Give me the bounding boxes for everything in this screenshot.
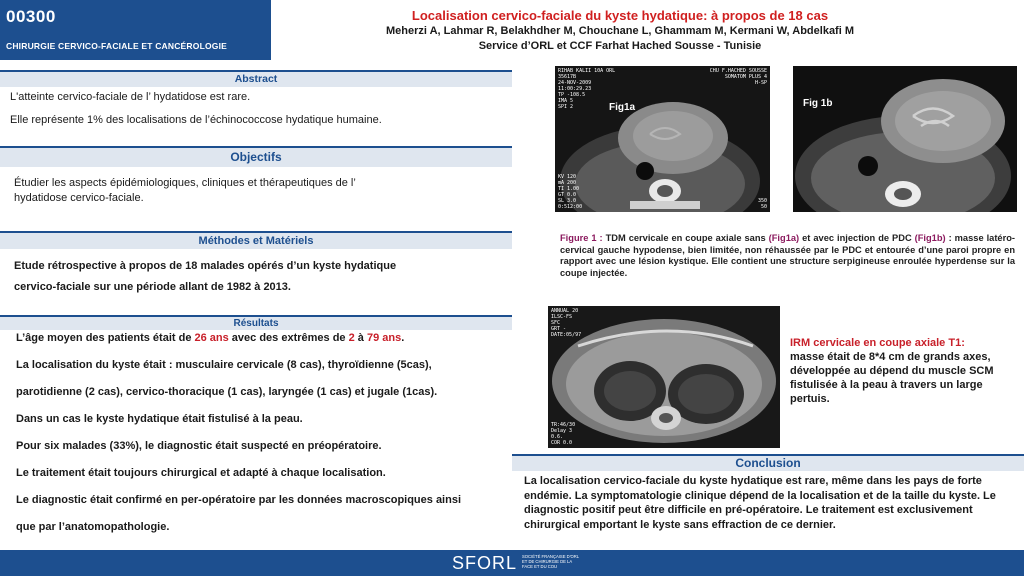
ct-text-line: 350 xyxy=(757,198,767,204)
figure1-prefix: Figure 1 : xyxy=(560,233,603,243)
objectifs-line-1: Étudier les aspects épidémiologiques, cliniques et thérapeutiques de l’ xyxy=(14,177,356,189)
ct-text-line: mA 200 xyxy=(558,180,577,186)
abstract-line-2: Elle représente 1% des localisations de l’échinococcose hydatique humaine. xyxy=(10,114,382,126)
resultats-localisation-1: La localisation du kyste était : musculaire cervicale (8 cas), thyroïdienne (5cas), xyxy=(16,359,432,371)
objectifs-text xyxy=(14,176,509,206)
mri-overlay-text-bottom xyxy=(551,422,575,446)
methodes-line-2: cervico-faciale sur une période allant de 1982 à 2013. xyxy=(14,281,291,293)
mri-text-line: Delay 3 xyxy=(551,428,573,434)
resultats-fistule: Dans un cas le kyste hydatique était fistulisé à la peau. xyxy=(16,413,303,425)
fig1b-label: Fig 1b xyxy=(803,98,833,109)
ct-text-line: GT 0.0 xyxy=(558,192,577,198)
ct-text-line: 35617B xyxy=(558,74,577,80)
ct-text-line: RIHAB KALII 10A ORL xyxy=(558,68,616,74)
ct-text-line: 11:00:29.23 xyxy=(558,86,592,92)
irm-caption-text: masse était de 8*4 cm de grands axes, développée au dépend du muscle SCM fistulisée à la peau à travers un large pertuis. xyxy=(790,351,994,405)
objectifs-heading: Objectifs xyxy=(0,146,512,167)
ct-overlay-text-left xyxy=(558,68,615,110)
age-min-value: 2 xyxy=(348,332,355,344)
ct-overlay-text-bottom xyxy=(558,174,582,210)
ct-text-line: KV 120 xyxy=(558,174,577,180)
ct-scan-fig1b-drawing xyxy=(793,66,1017,212)
ct-overlay-text-right xyxy=(710,68,767,86)
figure1-ref-a: (Fig1a) xyxy=(768,233,800,243)
irm-caption-title: IRM cervicale en coupe axiale T1: xyxy=(790,337,965,349)
mri-overlay-text xyxy=(551,308,581,338)
abstract-text xyxy=(10,90,510,127)
resultats-age-pre: L’âge moyen des patients était de xyxy=(16,332,195,344)
resultats-traitement: Le traitement était toujours chirurgical et adapté à chaque localisation. xyxy=(16,467,386,479)
sforl-logo: SFORL xyxy=(452,553,518,573)
ct-text-line: IMA 5 xyxy=(558,98,574,104)
mri-text-line: SFC xyxy=(551,320,561,326)
resultats-text xyxy=(16,331,511,535)
mri-text-line: TR:46/30 xyxy=(551,422,576,428)
mri-axial-t1-image xyxy=(548,306,780,448)
ct-overlay-text-bottom-right xyxy=(758,198,767,210)
resultats-suspect: Pour six malades (33%), le diagnostic était suspecté en préopératoire. xyxy=(16,440,382,452)
figure1-text-a: TDM cervicale en coupe axiale sans xyxy=(602,233,769,243)
mri-text-line: ILSC-FS xyxy=(551,314,573,320)
age-max-value: 79 ans xyxy=(366,332,402,344)
conclusion-text: La localisation cervico-faciale du kyste hydatique est rare, même dans les pays de forte endémie. La symptomatologie clinique dépend de la localisation et de la taille du kyste. Le diagnostic positif peut être difficile en pré-opératoire. Le traitement est exclusivement chirurgical emportant le kyste sans effraction de ce dernier. xyxy=(524,475,996,531)
mri-text-line: ANNUAL 20 xyxy=(551,308,579,314)
ct-text-line: TI 1.00 xyxy=(558,186,580,192)
poster-authors: Meherzi A, Lahmar R, Belakhdher M, Chouchane L, Ghammam M, Kermani W, Abdelkafi M xyxy=(386,25,854,37)
ct-scan-fig1a-image xyxy=(555,66,770,212)
ct-text-line: TP -108.5 xyxy=(558,92,586,98)
footer-bar xyxy=(0,550,1024,576)
mri-axial-t1-drawing xyxy=(548,306,780,448)
resultats-diagnostic-1: Le diagnostic était confirmé en per-opératoire par les données macroscopiques ainsi xyxy=(16,494,462,506)
ct-text-line: SOMATOM PLUS 4 xyxy=(724,74,767,80)
fig1a-label: Fig1a xyxy=(609,102,636,113)
ct-text-line: CHU F.HACHED SOUSSE xyxy=(709,68,767,74)
resultats-localisation-2: parotidienne (2 cas), cervico-thoracique (1 cas), laryngée (1 cas) et jugale (1cas). xyxy=(16,386,438,398)
methodes-line-1: Etude rétrospective à propos de 18 malades opérés d’un kyste hydatique xyxy=(14,260,397,272)
ct-text-line: SPI 2 xyxy=(558,104,574,110)
mri-text-line: DATE:05/97 xyxy=(551,332,582,338)
poster-id-box xyxy=(0,0,271,60)
figure1-ref-b: (Fig1b) xyxy=(914,233,946,243)
ct-text-line: 24-NOV-2009 xyxy=(558,80,592,86)
mri-text-line: 0.6. xyxy=(551,434,564,440)
resultats-diagnostic-2: que par l’anatomopathologie. xyxy=(16,521,170,533)
ct-text-line: 0:512:00 xyxy=(558,204,583,210)
poster-affiliation: Service d’ORL et CCF Farhat Hached Sousse - Tunisie xyxy=(478,40,762,52)
ct-text-line: 50 xyxy=(760,204,767,210)
abstract-heading: Abstract xyxy=(0,70,512,87)
sforl-logo-subtitle: SOCIÉTÉ FRANÇAISE D'ORL ET DE CHIRURGIE DE LA FACE ET DU COU xyxy=(522,554,579,569)
ct-text-line: SL 3.0 xyxy=(558,198,577,204)
resultats-heading: Résultats xyxy=(0,315,512,330)
figure1-caption xyxy=(560,233,1015,279)
resultats-age-mid: avec des extrêmes de xyxy=(228,332,349,344)
methodes-text xyxy=(14,256,509,298)
figure1-text-c: : masse latéro-cervical gauche hypodense, bien limitée, non réhaussée par le PDC et entourée d’une paroi propre en rapport avec une lésion kystique. Elle contient une structure serpigineuse enroulée hyperdense sur la coupe injectée. xyxy=(560,233,1016,278)
methodes-heading: Méthodes et Matériels xyxy=(0,231,512,249)
poster-number: 00300 xyxy=(6,7,56,26)
resultats-age-a: à xyxy=(354,332,367,344)
abstract-line-1: L'atteinte cervico-faciale de l’ hydatidose est rare. xyxy=(10,91,251,103)
poster-category: CHIRURGIE CERVICO-FACIALE ET CANCÉROLOGIE xyxy=(6,41,228,51)
resultats-age xyxy=(16,331,511,346)
poster-title: Localisation cervico-faciale du kyste hydatique: à propos de 18 cas xyxy=(411,8,829,23)
ct-text-line: H-SP xyxy=(754,80,767,86)
irm-caption xyxy=(790,336,1020,406)
objectifs-line-2: hydatidose cervico-faciale. xyxy=(14,192,144,204)
mri-text-line: COR 0.0 xyxy=(551,440,573,446)
conclusion-heading: Conclusion xyxy=(512,454,1024,471)
figure1-text-b: et avec injection de PDC xyxy=(799,233,915,243)
ct-scan-fig1b-image xyxy=(793,66,1017,212)
mri-text-line: GRT - xyxy=(551,326,567,332)
age-mean-value: 26 ans xyxy=(194,332,229,344)
resultats-age-end: . xyxy=(401,332,405,344)
